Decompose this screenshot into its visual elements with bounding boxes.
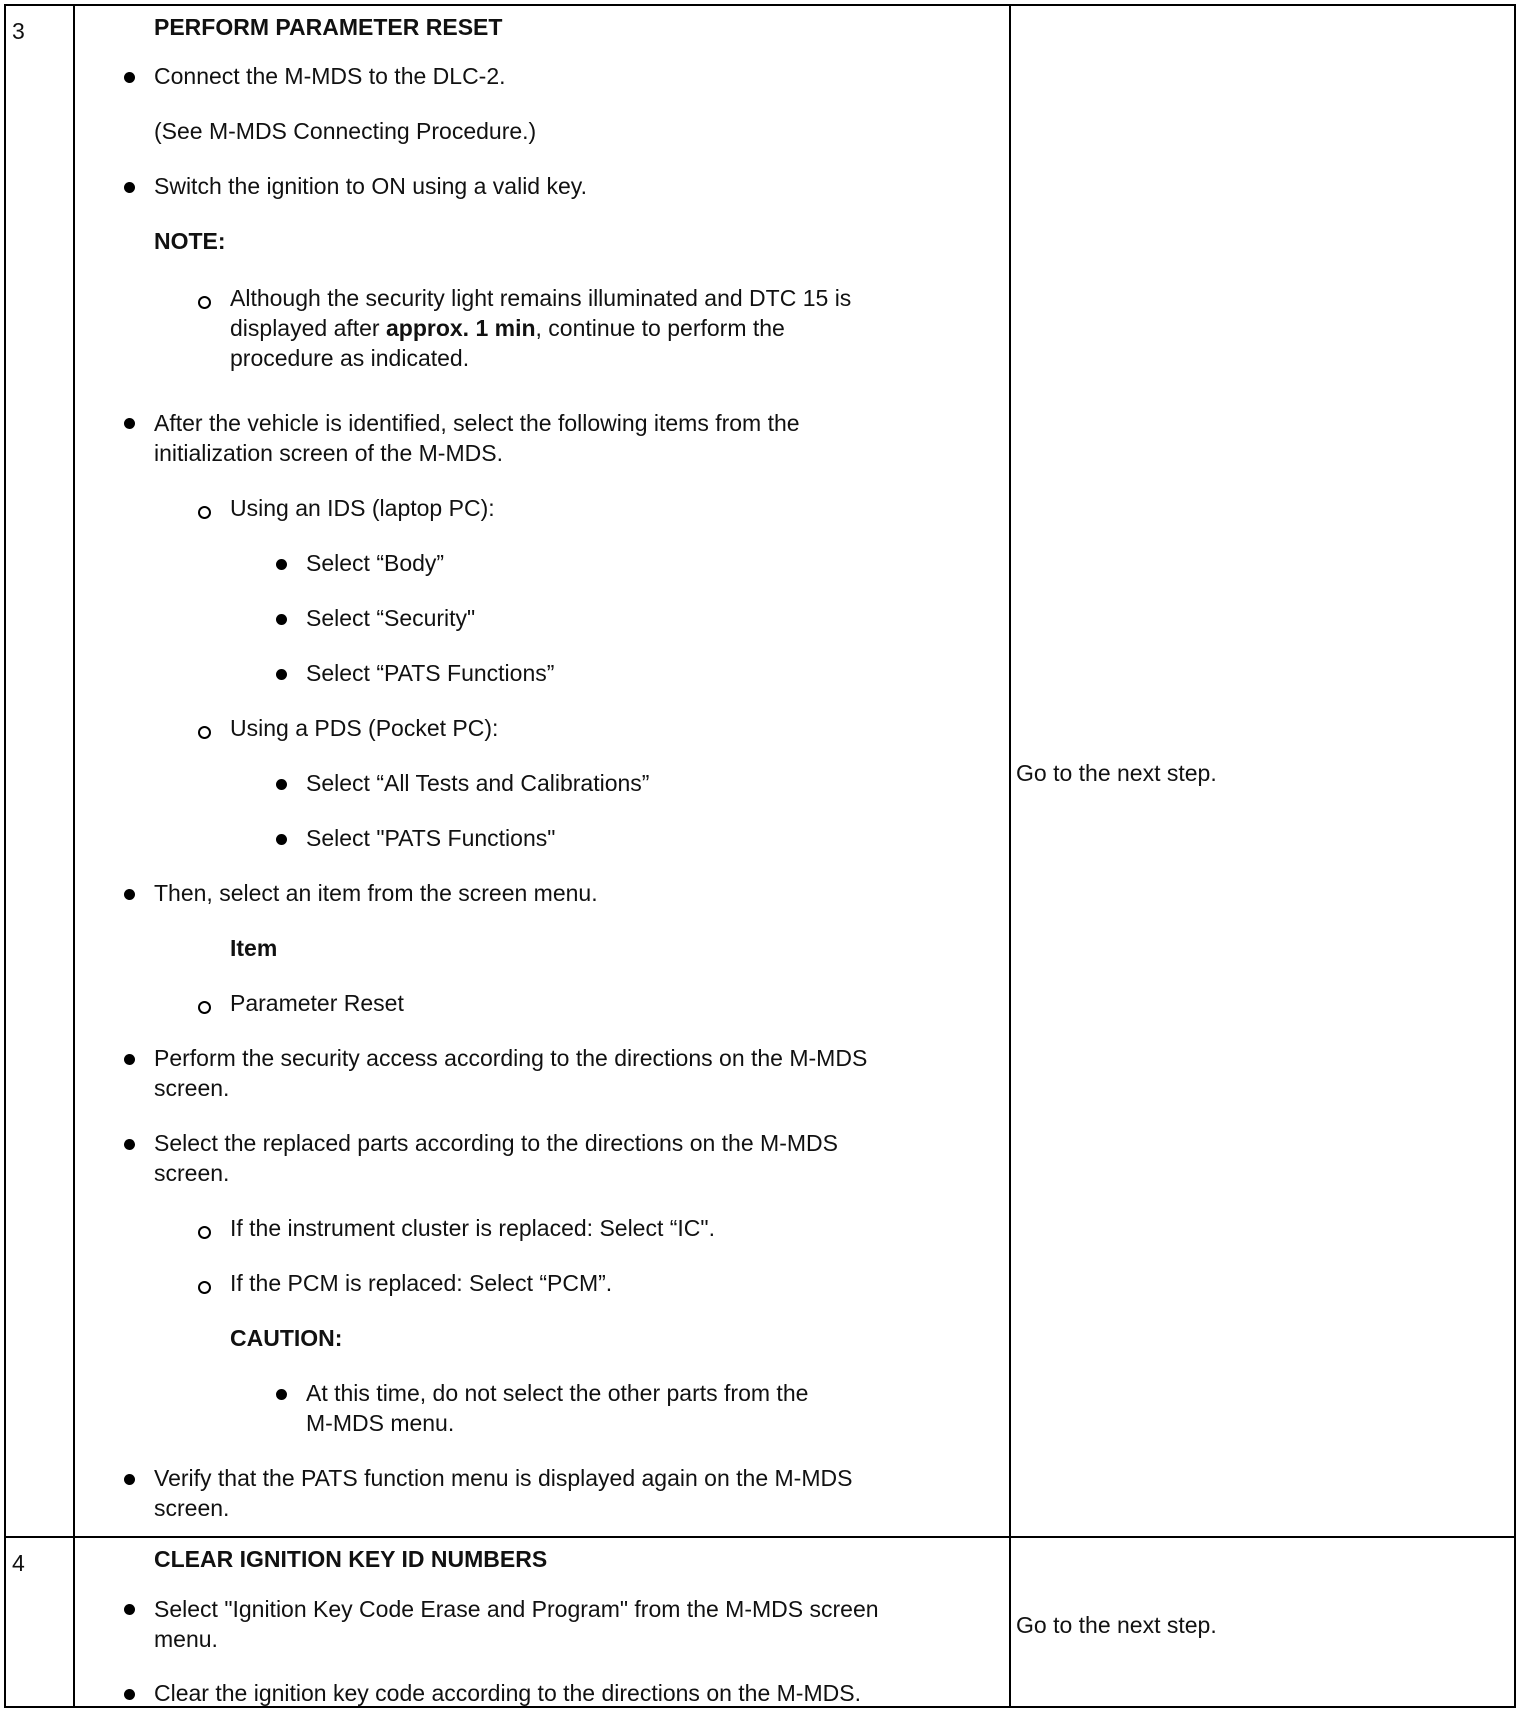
procedure-table	[4, 4, 1516, 1708]
bullet-icon	[124, 72, 135, 83]
reference-link[interactable]: (See M-MDS Connecting Procedure.)	[154, 118, 537, 144]
bullet-icon	[124, 1474, 135, 1485]
menu-selection: Select “Body”	[306, 550, 445, 576]
instruction: Clear the ignition key code according to the directions on the M-MDS.	[154, 1680, 861, 1706]
bullet-icon	[124, 1139, 135, 1150]
caution-text: M-MDS menu.	[306, 1410, 455, 1436]
menu-selection: Select “Security"	[306, 605, 476, 631]
sub-instruction: If the PCM is replaced: Select “PCM”.	[230, 1270, 613, 1296]
table-row	[4, 4, 1516, 1538]
note-text: displayed after approx. 1 min, continue to perform the	[230, 315, 785, 341]
bullet-icon	[276, 779, 287, 790]
menu-item: Parameter Reset	[230, 990, 404, 1016]
caution-label: CAUTION:	[230, 1325, 343, 1351]
step-result: Go to the next step.	[1016, 1612, 1217, 1638]
sub-instruction: Using a PDS (Pocket PC):	[230, 715, 499, 741]
column-divider	[1009, 6, 1011, 1536]
menu-selection: Select “All Tests and Calibrations”	[306, 770, 650, 796]
note-text: procedure as indicated.	[230, 345, 470, 371]
instruction: Select "Ignition Key Code Erase and Program" from the M-MDS screen	[154, 1596, 879, 1622]
instruction: Select the replaced parts according to the directions on the M-MDS	[154, 1130, 838, 1156]
step-result: Go to the next step.	[1016, 760, 1217, 786]
sub-bullet-icon	[198, 506, 211, 519]
sub-instruction: Using an IDS (laptop PC):	[230, 495, 495, 521]
sub-instruction: If the instrument cluster is replaced: Select “IC".	[230, 1215, 715, 1241]
bullet-icon	[124, 889, 135, 900]
note-text: Although the security light remains illuminated and DTC 15 is	[230, 285, 852, 311]
bullet-icon	[124, 418, 135, 429]
item-label: Item	[230, 935, 278, 961]
instruction: screen.	[154, 1495, 230, 1521]
bullet-icon	[276, 559, 287, 570]
instruction: screen.	[154, 1160, 230, 1186]
column-divider	[73, 6, 75, 1536]
caution-text: At this time, do not select the other parts from the	[306, 1380, 809, 1406]
menu-selection: Select “PATS Functions”	[306, 660, 555, 686]
step-number: 3	[12, 18, 25, 44]
step-number: 4	[12, 1550, 25, 1576]
instruction: Verify that the PATS function menu is displayed again on the M-MDS	[154, 1465, 853, 1491]
step-title: PERFORM PARAMETER RESET	[154, 14, 503, 40]
instruction: Then, select an item from the screen menu.	[154, 880, 598, 906]
table-row	[4, 1536, 1516, 1708]
bullet-icon	[276, 614, 287, 625]
bullet-icon	[276, 1389, 287, 1400]
step-title: CLEAR IGNITION KEY ID NUMBERS	[154, 1546, 548, 1572]
instruction: Perform the security access according to the directions on the M-MDS	[154, 1045, 868, 1071]
instruction: screen.	[154, 1075, 230, 1101]
instruction: Switch the ignition to ON using a valid key.	[154, 173, 587, 199]
bullet-icon	[124, 182, 135, 193]
sub-bullet-icon	[198, 296, 211, 309]
bullet-icon	[276, 669, 287, 680]
sub-bullet-icon	[198, 1226, 211, 1239]
bullet-icon	[276, 834, 287, 845]
sub-bullet-icon	[198, 1001, 211, 1014]
sub-bullet-icon	[198, 1281, 211, 1294]
instruction: initialization screen of the M-MDS.	[154, 440, 503, 466]
bullet-icon	[124, 1689, 135, 1700]
instruction: menu.	[154, 1626, 218, 1652]
instruction: After the vehicle is identified, select the following items from the	[154, 410, 800, 436]
bullet-icon	[124, 1604, 135, 1615]
column-divider	[1009, 1538, 1011, 1706]
instruction: Connect the M-MDS to the DLC-2.	[154, 63, 506, 89]
note-label: NOTE:	[154, 228, 226, 254]
sub-bullet-icon	[198, 726, 211, 739]
menu-selection: Select "PATS Functions"	[306, 825, 556, 851]
column-divider	[73, 1538, 75, 1706]
bullet-icon	[124, 1054, 135, 1065]
